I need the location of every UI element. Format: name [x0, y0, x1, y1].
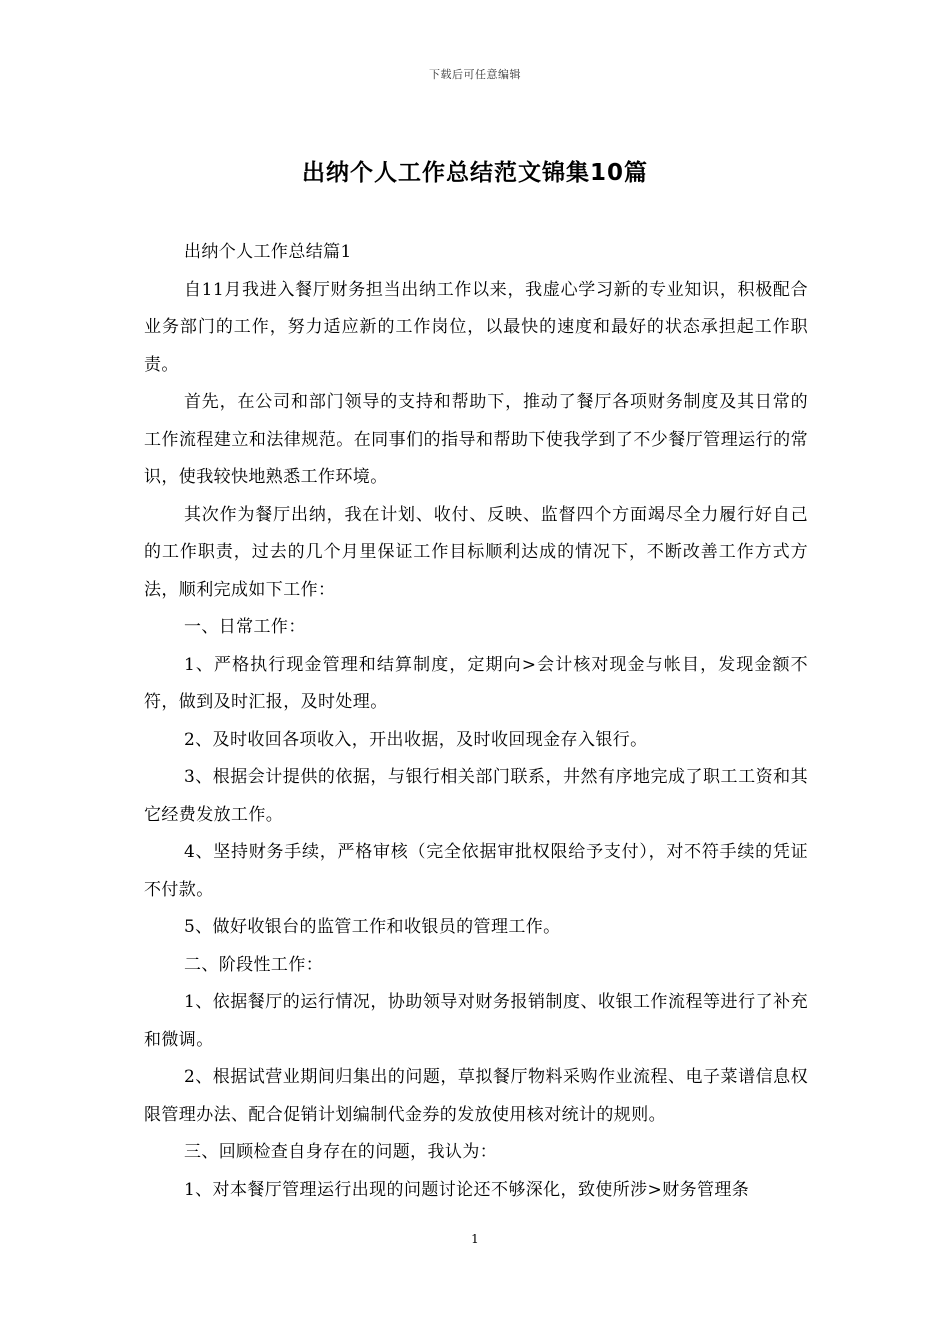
document-title: 出纳个人工作总结范文锦集10篇 [301, 160, 648, 186]
list-item: 2、及时收回各项收入，开出收据，及时收回现金存入银行。 [183, 729, 648, 750]
list-item: 1、严格执行现金管理和结算制度，定期向>会计核对现金与帐目，发现金额不符，做到及时汇报，及时处理。 [144, 654, 808, 712]
list-item: 1、依据餐厅的运行情况，协助领导对财务报销制度、收银工作流程等进行了补充和微调。 [144, 992, 808, 1050]
subheading: 三、回顾检查自身存在的问题，我认为： [183, 1142, 498, 1162]
list-item: 1、对本餐厅管理运行出现的问题讨论还不够深化，致使所涉>财务管理条 [183, 1179, 750, 1200]
paragraph: 首先，在公司和部门领导的支持和帮助下，推动了餐厅各项财务制度及其日常的工作流程建立和法律规范。在同事们的指导和帮助下使我学到了不少餐厅管理运行的常识，使我较快地熟悉工作环境。 [144, 392, 808, 487]
subheading: 二、阶段性工作： [183, 954, 324, 975]
list-item: 5、做好收银台的监管工作和收银员的管理工作。 [183, 917, 561, 937]
subheading: 一、日常工作： [183, 617, 306, 637]
page-number: 1 [471, 1232, 479, 1246]
section-heading: 出纳个人工作总结篇1 [183, 242, 352, 262]
list-item: 4、坚持财务手续，严格审核（完全依据审批权限给予支付），对不符手续的凭证不付款。 [144, 842, 808, 900]
header-note: 下载后可任意编辑 [429, 68, 521, 81]
paragraph: 自11月我进入餐厅财务担当出纳工作以来，我虚心学习新的专业知识，积极配合业务部门的工作，努力适应新的工作岗位，以最快的速度和最好的状态承担起工作职责。 [144, 279, 808, 375]
list-item: 3、根据会计提供的依据，与银行相关部门联系，井然有序地完成了职工工资和其它经费发放工作。 [144, 767, 808, 825]
document-body [144, 234, 808, 1209]
paragraph: 其次作为餐厅出纳，我在计划、收付、反映、监督四个方面竭尽全力履行好自己的工作职责，过去的几个月里保证工作目标顺利达成的情况下，不断改善工作方式方法，顺利完成如下工作： [144, 504, 808, 600]
list-item: 2、根据试营业期间归集出的问题，草拟餐厅物料采购作业流程、电子菜谱信息权限管理办法、配合促销计划编制代金券的发放使用核对统计的规则。 [144, 1067, 808, 1125]
